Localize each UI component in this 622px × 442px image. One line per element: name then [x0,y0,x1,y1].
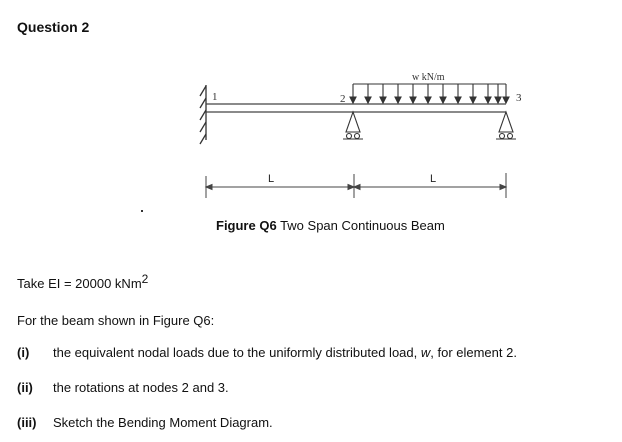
intro-text: For the beam shown in Figure Q6: [17,313,215,328]
part-text: Sketch the Bending Moment Diagram. [53,415,273,430]
given-ei-text: Take EI = 20000 kNm [17,276,142,291]
fixed-support-icon [200,85,206,144]
beam [206,104,506,112]
question-title: Question 2 [17,19,90,35]
part-i [17,345,517,360]
part-text: the rotations at nodes 2 and 3. [53,380,229,395]
part-iii [17,415,273,430]
part-ii [17,380,229,395]
part-number: (i) [17,345,30,360]
span-label-1: L [268,173,275,185]
udl-load-icon [350,84,509,103]
part-number: (iii) [17,415,37,430]
node-label-3: 3 [516,92,522,104]
part-text-end: , for element 2. [430,345,517,360]
node-label-2: 2 [340,93,346,105]
roller-support-icon [496,112,516,139]
given-ei-superscript: 2 [141,272,149,286]
roller-support-icon [343,112,363,139]
dimension-lines [206,173,506,198]
span-label-2: L [430,173,437,185]
figure-caption [216,218,445,233]
part-text: the equivalent nodal loads due to the uniformly distributed load, [53,345,421,360]
caption-figure-number: Figure Q6 [216,218,277,233]
stray-dot [141,210,143,212]
given-ei [17,272,149,291]
part-number: (ii) [17,380,33,395]
caption-text: Two Span Continuous Beam [276,218,445,233]
node-label-1: 1 [212,91,218,103]
load-label: w kN/m [412,72,445,83]
part-italic: w [420,345,431,360]
